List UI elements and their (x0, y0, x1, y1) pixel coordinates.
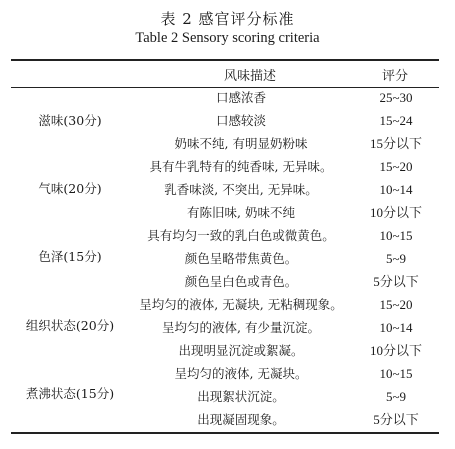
row-score: 5分以下 (373, 412, 419, 427)
row-score: 15~20 (379, 297, 413, 312)
top-rule (11, 59, 439, 61)
category-color: 色泽(15分) (38, 249, 102, 264)
row-description: 出现絮状沉淀。 (197, 389, 285, 404)
header-description: 风味描述 (223, 69, 276, 84)
category-odor: 气味(20分) (38, 181, 102, 196)
row-score: 25~30 (379, 90, 413, 105)
row-description: 乳香味淡, 不突出, 无异味。 (164, 182, 318, 197)
table-title-cn: 表 2 感官评分标准 (160, 10, 295, 28)
row-description: 呈均匀的液体, 无凝块。 (174, 366, 308, 381)
row-score: 10分以下 (369, 205, 422, 220)
row-score: 10~15 (379, 366, 413, 381)
row-description: 呈均匀的液体, 有少量沉淀。 (162, 320, 320, 335)
row-description: 颜色呈略带焦黄色。 (184, 251, 298, 266)
category-texture: 组织状态(20分) (25, 318, 115, 333)
header-rule (11, 87, 439, 88)
row-description: 出现凝固现象。 (197, 412, 285, 427)
row-score: 10分以下 (369, 343, 422, 358)
row-score: 10~15 (379, 228, 413, 243)
row-score: 10~14 (379, 182, 413, 197)
row-description: 颜色呈白色或青色。 (184, 274, 298, 289)
table-title-en: Table 2 Sensory scoring criteria (135, 30, 320, 46)
category-boiling: 煮沸状态(15分) (25, 386, 115, 401)
bottom-rule (11, 432, 439, 434)
row-description: 有陈旧味, 奶味不纯 (187, 205, 295, 220)
category-taste: 滋味(30分) (38, 113, 102, 128)
header-score: 评分 (381, 69, 408, 84)
row-description: 口感浓香 (215, 90, 266, 105)
row-score: 15分以下 (369, 136, 422, 151)
row-score: 5~9 (385, 389, 407, 404)
row-score: 5~9 (385, 251, 407, 266)
row-description: 具有均匀一致的乳白色或微黄色。 (147, 228, 335, 243)
row-description: 口感较淡 (215, 113, 266, 128)
row-description: 奶味不纯, 有明显奶粉味 (174, 136, 308, 151)
row-description: 具有牛乳特有的纯香味, 无异味。 (149, 159, 333, 174)
row-description: 出现明显沉淀或絮凝。 (178, 343, 304, 358)
row-score: 15~20 (379, 159, 413, 174)
row-score: 10~14 (379, 320, 413, 335)
row-score: 5分以下 (373, 274, 419, 289)
row-description: 呈均匀的液体, 无凝块, 无粘稠现象。 (139, 297, 343, 312)
row-score: 15~24 (379, 113, 413, 128)
